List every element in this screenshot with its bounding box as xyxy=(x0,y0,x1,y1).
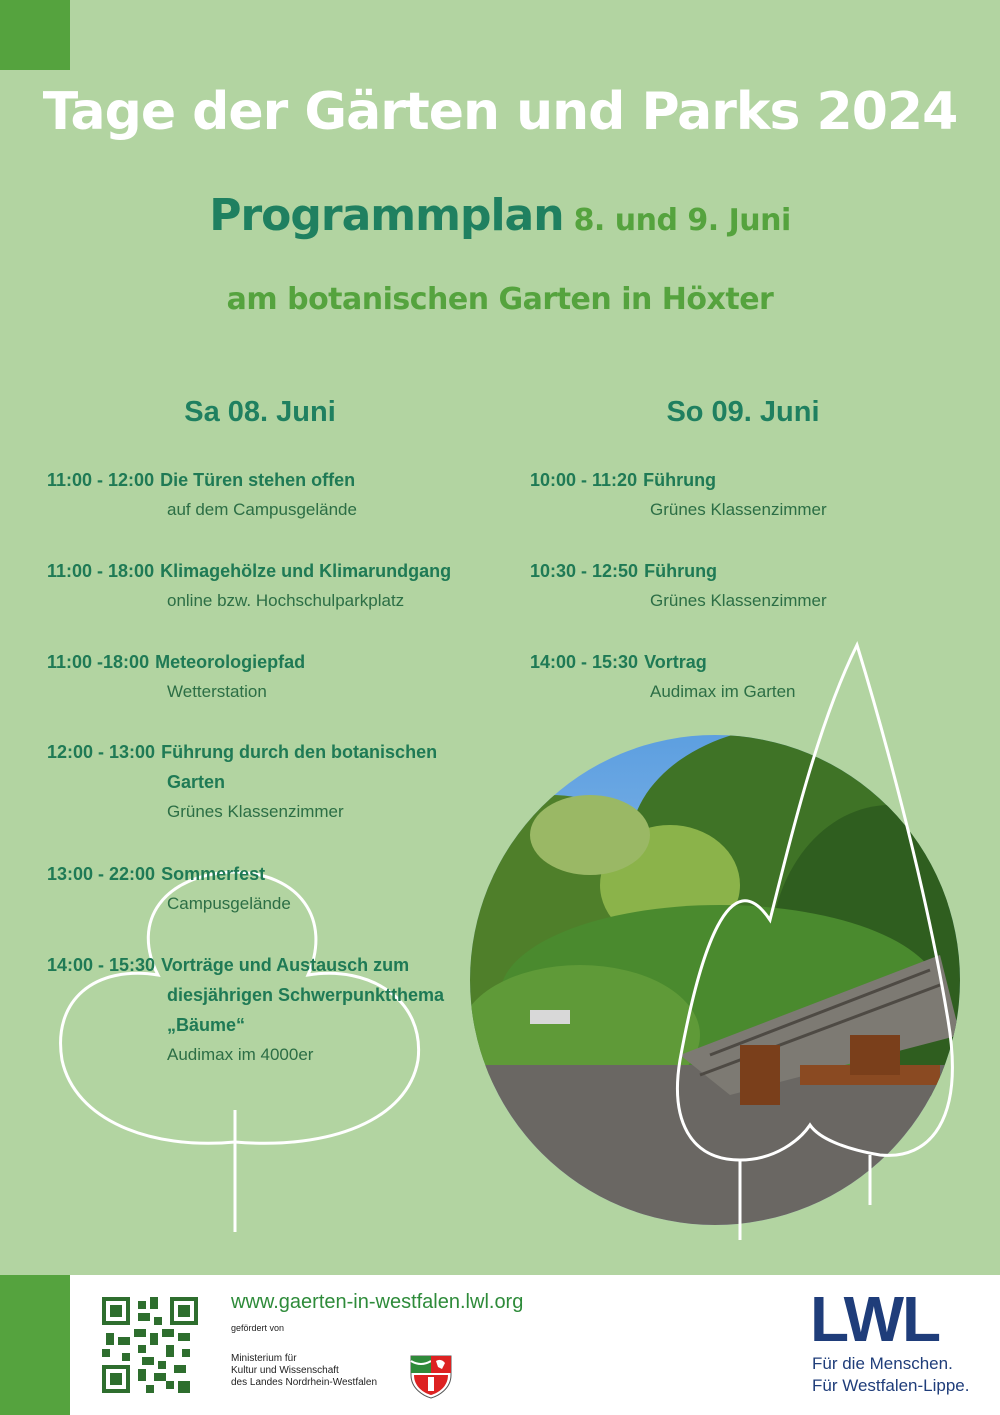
event-location: Audimax im Garten xyxy=(650,682,796,701)
event-location: Audimax im 4000er xyxy=(167,1045,314,1064)
event-time: 10:30 - 12:50 xyxy=(530,561,639,581)
footer-accent xyxy=(0,1275,70,1415)
poster-title: Tage der Gärten und Parks 2024 xyxy=(42,82,958,142)
lwl-logo[interactable]: LWL xyxy=(810,1283,940,1355)
event-location: auf dem Campusgelände xyxy=(167,500,357,519)
slogan-line: Für Westfalen-Lippe. xyxy=(812,1376,970,1395)
ministry-line: Kultur und Wissenschaft xyxy=(231,1365,339,1376)
event-location: Grünes Klassenzimmer xyxy=(650,500,827,519)
event-time: 11:00 - 12:00 xyxy=(47,470,155,490)
funded-by-label: gefördert von xyxy=(231,1323,285,1333)
saturday-heading: Sa 08. Juni xyxy=(184,396,336,428)
event-time: 11:00 -18:00 xyxy=(47,652,150,672)
event-title: Meteorologiepfad xyxy=(155,652,306,672)
event-title: Führung durch den botanischen xyxy=(161,742,438,762)
event-time: 11:00 - 18:00 xyxy=(47,561,155,581)
event-time: 14:00 - 15:30 xyxy=(47,955,156,975)
program-dates: 8. und 9. Juni xyxy=(573,203,791,238)
ministry-line: Ministerium für xyxy=(231,1353,297,1364)
ministry-line: des Landes Nordrhein-Westfalen xyxy=(231,1377,378,1388)
sunday-heading: So 09. Juni xyxy=(666,396,820,428)
event-time: 12:00 - 13:00 xyxy=(47,742,156,762)
event-location: Campusgelände xyxy=(167,894,291,913)
website-link[interactable]: www.gaerten-in-westfalen.lwl.org xyxy=(231,1291,524,1313)
event-title: Vortrag xyxy=(644,652,707,672)
program-location: am botanischen Garten in Höxter xyxy=(226,282,774,317)
program-title: Programmplan xyxy=(209,190,564,241)
event-title: Vorträge und Austausch zum xyxy=(161,955,410,975)
event-title: Klimagehölze und Klimarundgang xyxy=(160,561,452,581)
event-location: Wetterstation xyxy=(167,682,267,701)
event-title: Sommerfest xyxy=(161,864,266,884)
event-title-continued: Garten xyxy=(167,772,226,792)
slogan-line: Für die Menschen. xyxy=(812,1354,953,1373)
event-time: 14:00 - 15:30 xyxy=(530,652,639,672)
event-title: Führung xyxy=(644,561,718,581)
event-title-continued: diesjährigen Schwerpunktthema xyxy=(167,985,445,1005)
triangle-tree-outline xyxy=(678,645,953,1160)
qr-code-icon[interactable] xyxy=(102,1297,198,1393)
nrw-crest-icon xyxy=(408,1353,454,1399)
event-title: Die Türen stehen offen xyxy=(160,470,356,490)
footer xyxy=(70,1275,1000,1415)
event-title: Führung xyxy=(643,470,717,490)
event-location: Grünes Klassenzimmer xyxy=(167,802,344,821)
event-title-continued: „Bäume“ xyxy=(167,1015,246,1035)
event-time: 10:00 - 11:20 xyxy=(530,470,638,490)
event-location: online bzw. Hochschulparkplatz xyxy=(167,591,405,610)
lwl-slogan xyxy=(812,1353,969,1397)
event-time: 13:00 - 22:00 xyxy=(47,864,156,884)
event-location: Grünes Klassenzimmer xyxy=(650,591,827,610)
ministry-logo-text xyxy=(231,1353,377,1389)
